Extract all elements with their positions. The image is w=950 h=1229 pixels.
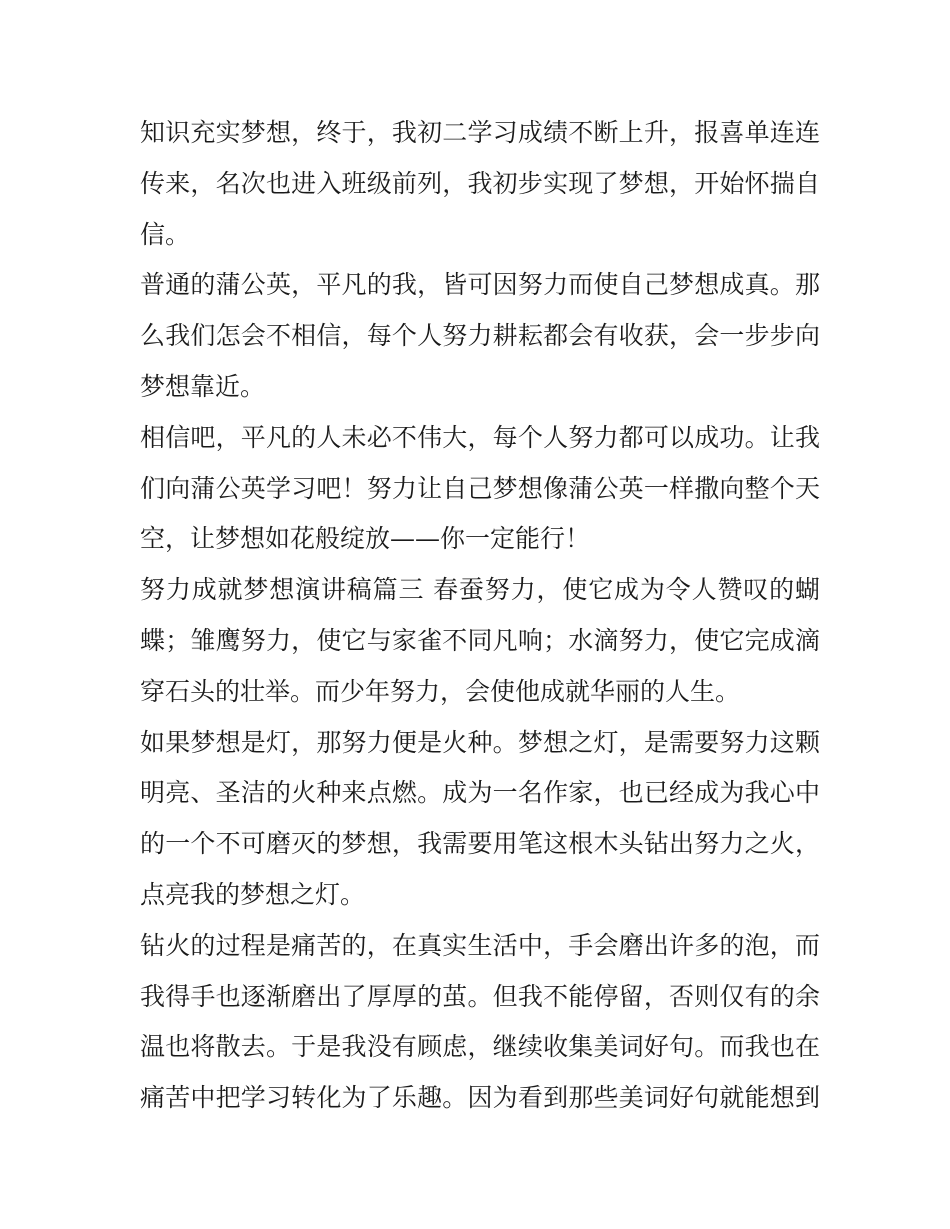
paragraph — [140, 108, 820, 260]
text-line: 们向蒲公英学习吧！努力让自己梦想像蒲公英一样撒向整个天 — [140, 473, 820, 503]
text-line: 明亮、圣洁的火种来点燃。成为一名作家，也已经成为我心中 — [140, 778, 820, 808]
text-line: 努力成就梦想演讲稿篇三 春蚕努力，使它成为令人赞叹的蝴 — [140, 575, 820, 605]
paragraph — [140, 413, 820, 565]
text-line: 传来，名次也进入班级前列，我初步实现了梦想，开始怀揣自 — [140, 168, 820, 198]
text-line: 如果梦想是灯，那努力便是火种。梦想之灯，是需要努力这颗 — [140, 727, 820, 757]
text-line: 信。 — [140, 219, 191, 249]
text-line: 穿石头的壮举。而少年努力，会使他成就华丽的人生。 — [140, 676, 741, 706]
text-line: 钻火的过程是痛苦的，在真实生活中，手会磨出许多的泡，而 — [140, 930, 820, 960]
text-line: 知识充实梦想，终于，我初二学习成绩不断上升，报喜单连连 — [140, 118, 820, 147]
text-line: 空，让梦想如花般绽放——你一定能行！ — [140, 524, 591, 554]
document-body — [140, 108, 820, 1124]
paragraph — [140, 718, 820, 921]
text-line: 普通的蒲公英，平凡的我，皆可因努力而使自己梦想成真。那 — [140, 270, 820, 300]
paragraph — [140, 260, 820, 412]
text-line: 蝶；雏鹰努力，使它与家雀不同凡响；水滴努力，使它完成滴 — [140, 625, 820, 655]
text-line: 我得手也逐渐磨出了厚厚的茧。但我不能停留，否则仅有的余 — [140, 981, 820, 1011]
text-line: 温也将散去。于是我没有顾虑，继续收集美词好句。而我也在 — [140, 1032, 820, 1062]
text-line: 的一个不可磨灭的梦想，我需要用笔这根木头钻出努力之火， — [140, 829, 820, 859]
text-line: 痛苦中把学习转化为了乐趣。因为看到那些美词好句就能想到 — [140, 1083, 820, 1113]
paragraph — [140, 921, 820, 1124]
text-line: 相信吧，平凡的人未必不伟大，每个人努力都可以成功。让我 — [140, 422, 820, 452]
text-line: 梦想靠近。 — [140, 371, 266, 401]
text-line: 点亮我的梦想之灯。 — [140, 879, 366, 909]
paragraph — [140, 565, 820, 717]
text-line: 么我们怎会不相信，每个人努力耕耘都会有收获，会一步步向 — [140, 321, 820, 351]
